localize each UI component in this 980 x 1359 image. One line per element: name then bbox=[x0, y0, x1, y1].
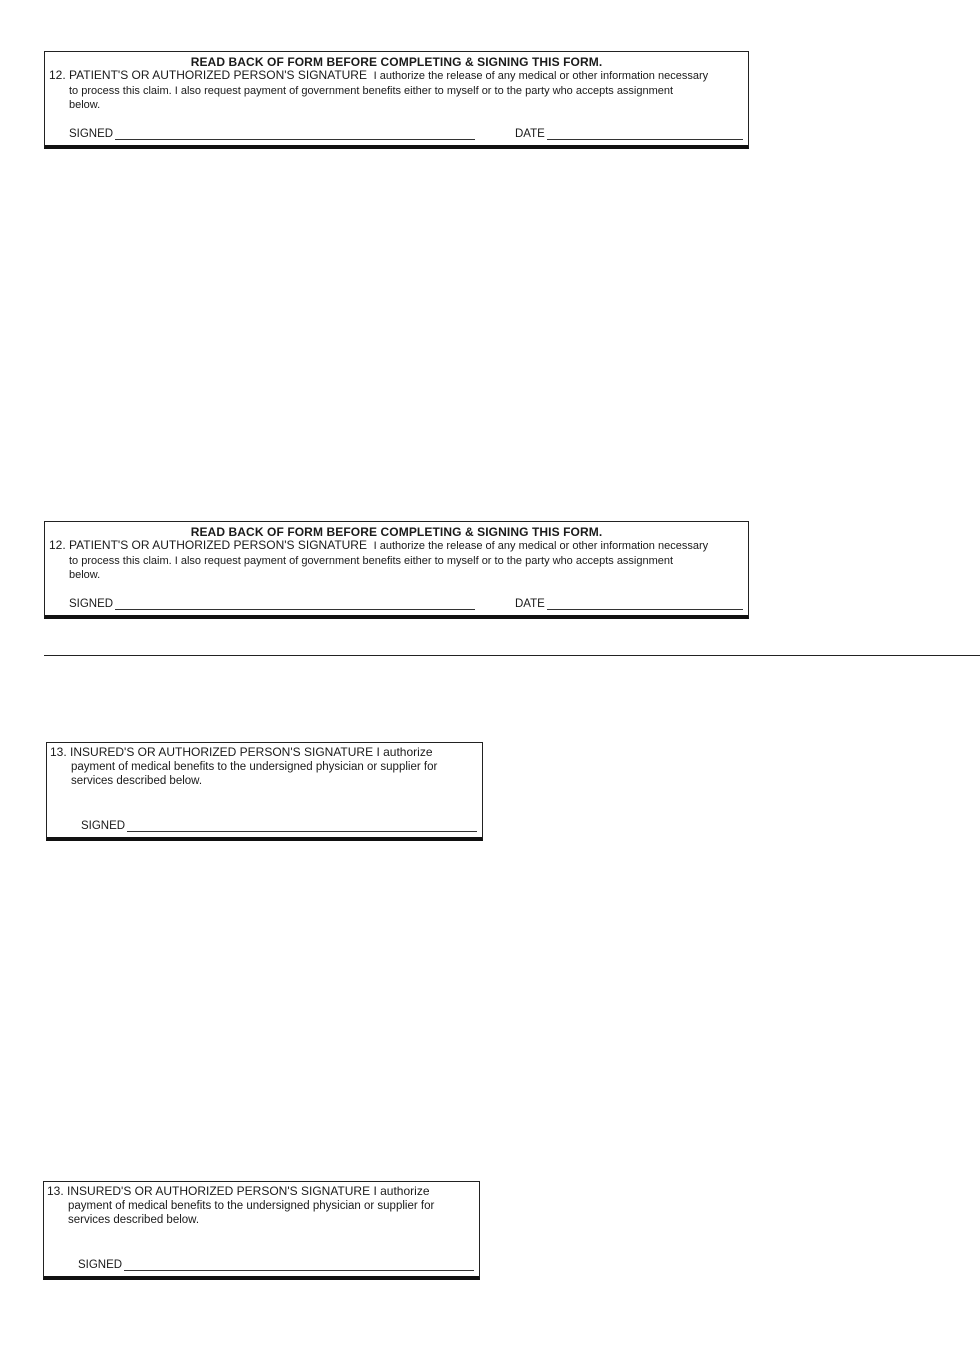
date-line[interactable] bbox=[547, 598, 743, 610]
signed-label: SIGNED bbox=[81, 820, 126, 832]
insured-signature-title: INSURED'S OR AUTHORIZED PERSON'S SIGNATURE bbox=[70, 745, 374, 759]
authorization-text-line2: payment of medical benefits to the undersigned physician or supplier for bbox=[71, 760, 438, 773]
date-line[interactable] bbox=[547, 128, 743, 140]
patient-signature-title: PATIENT'S OR AUTHORIZED PERSON'S SIGNATURE bbox=[69, 538, 367, 552]
section-divider bbox=[44, 655, 980, 656]
insured-signature-title: INSURED'S OR AUTHORIZED PERSON'S SIGNATURE bbox=[67, 1184, 371, 1198]
signed-field[interactable] bbox=[69, 128, 475, 140]
authorization-text-line2: to process this claim. I also request payment of government benefits either to myself or to the party who accepts assignment bbox=[69, 84, 674, 97]
item-number: 12. bbox=[49, 68, 66, 82]
insured-signature-text bbox=[50, 745, 475, 789]
signed-label: SIGNED bbox=[69, 128, 114, 140]
signed-label: SIGNED bbox=[69, 598, 114, 610]
date-field[interactable] bbox=[515, 128, 743, 140]
insured-signature-text bbox=[47, 1184, 472, 1228]
patient-signature-box-2 bbox=[44, 521, 749, 619]
signature-line[interactable] bbox=[115, 128, 475, 140]
authorization-text-line1: I authorize the release of any medical or other information necessary bbox=[373, 70, 709, 82]
patient-signature-text bbox=[49, 68, 739, 113]
item-number: 12. bbox=[49, 538, 66, 552]
patient-signature-text bbox=[49, 538, 739, 583]
form-header: READ BACK OF FORM BEFORE COMPLETING & SIGNING THIS FORM. bbox=[190, 525, 603, 539]
authorization-text-line2: to process this claim. I also request payment of government benefits either to myself or to the party who accepts assignment bbox=[69, 554, 674, 567]
authorization-text-line3: services described below. bbox=[71, 775, 203, 787]
signed-field[interactable] bbox=[69, 598, 475, 610]
item-number: 13. bbox=[50, 745, 67, 759]
authorization-text-line3: below. bbox=[69, 99, 101, 111]
signature-line[interactable] bbox=[124, 1259, 474, 1271]
date-field[interactable] bbox=[515, 598, 743, 610]
date-label: DATE bbox=[515, 598, 545, 610]
signature-line[interactable] bbox=[127, 820, 477, 832]
authorization-text-line1: I authorize bbox=[373, 1184, 430, 1198]
authorization-text-line2: payment of medical benefits to the undersigned physician or supplier for bbox=[68, 1199, 435, 1212]
authorization-text-line1: I authorize bbox=[376, 745, 433, 759]
authorization-text-line3: services described below. bbox=[68, 1214, 200, 1226]
authorization-text-line1: I authorize the release of any medical or other information necessary bbox=[373, 540, 709, 552]
insured-signature-box-2 bbox=[43, 1181, 480, 1280]
item-number: 13. bbox=[47, 1184, 64, 1198]
authorization-text-line3: below. bbox=[69, 569, 101, 581]
signed-field[interactable] bbox=[81, 820, 477, 832]
form-header: READ BACK OF FORM BEFORE COMPLETING & SIGNING THIS FORM. bbox=[190, 55, 603, 69]
signature-line[interactable] bbox=[115, 598, 475, 610]
insured-signature-box-1 bbox=[46, 742, 483, 841]
signed-label: SIGNED bbox=[78, 1259, 123, 1271]
signed-field[interactable] bbox=[78, 1259, 474, 1271]
patient-signature-title: PATIENT'S OR AUTHORIZED PERSON'S SIGNATURE bbox=[69, 68, 367, 82]
patient-signature-box-1 bbox=[44, 51, 749, 149]
date-label: DATE bbox=[515, 128, 545, 140]
